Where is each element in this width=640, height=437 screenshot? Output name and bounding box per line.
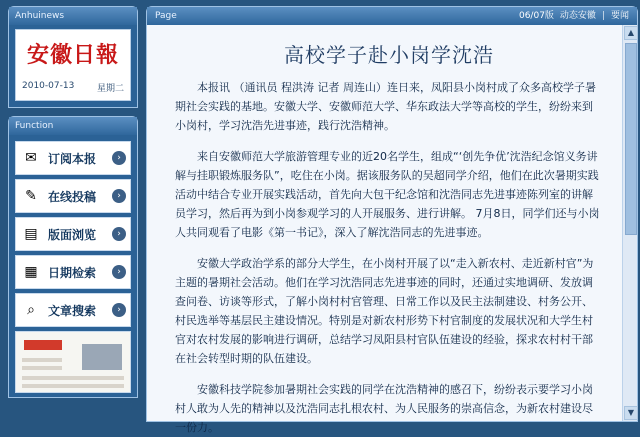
thumbnail-text-line — [22, 384, 124, 388]
search-icon: ⌕ — [27, 302, 35, 318]
chevron-right-icon: › — [112, 265, 126, 279]
pen-icon: ✎ — [25, 188, 37, 204]
brand-box — [15, 29, 131, 101]
page-thumbnail[interactable] — [15, 331, 131, 393]
calendar-icon: ▦ — [24, 264, 38, 280]
page-header-info — [519, 7, 629, 25]
article-paragraph: 来自安徽师范大学旅游管理专业的近20名学生，组成“‘创先争优’沈浩纪念馆义务讲解与挂职锻炼服务队”，吃住在小岗。据该服务队的吴超同学介绍，他们在此次暑期实践活动中结合专业开展实践活动，首先向大包干纪念馆和沈浩同志先进事迹陈列室的讲解员学习，然后再为到小岗参观学习的人开展服务、进行讲解。 7月8日，同学们还与小岗人共同观看了电影《第一书记》，深入了解沈浩同志的先进事迹。 — [175, 150, 600, 239]
menu-item-article-search[interactable] — [15, 293, 131, 327]
thumbnail-photo — [82, 344, 122, 370]
thumbnail-text-line — [22, 366, 62, 370]
chevron-right-icon: › — [112, 189, 126, 203]
scroll-thumb[interactable] — [625, 43, 637, 235]
chevron-right-icon: › — [112, 303, 126, 317]
issue-date: 2010-07-13 — [22, 81, 75, 91]
menu-item-submit[interactable] — [15, 179, 131, 213]
article-body — [147, 25, 637, 437]
brand-panel-header: Anhuinews — [9, 7, 137, 25]
function-panel — [8, 116, 138, 398]
menu-item-date-search[interactable] — [15, 255, 131, 289]
menu-item-label: 在线投稿 — [48, 189, 97, 204]
menu-item-label: 版面浏览 — [48, 227, 97, 242]
left-sidebar — [8, 6, 138, 398]
thumbnail-masthead — [24, 340, 62, 350]
dateline — [20, 81, 126, 94]
menu-item-browse-pages[interactable] — [15, 217, 131, 251]
scroll-up-button[interactable]: ▲ — [624, 26, 638, 40]
menu-item-label: 文章搜索 — [48, 303, 97, 318]
book-icon: ▤ — [24, 226, 38, 242]
article-paragraph: 安徽科技学院参加暑期社会实践的同学在沈浩精神的感召下，纷纷表示要学习小岗村人敢为人先的精神以及沈浩同志扎根农村、为人民服务的崇高信念，为新农村建设尽一份力。 — [175, 383, 593, 434]
article-paragraph: 安徽大学政治学系的部分大学生，在小岗村开展了以“走入新农村、走近新村官”为主题的暑期社会活动。他们在学习沈浩同志先进事迹的同时，还通过实地调研、发放调查问卷、访谈等形式，了解小岗村村官管理、日常工作以及民主法制建设、村务公开、村民选举等基层民主建设情况。特别是对新农村形势下村官制度的发展状况和大学生村官对农村发展的影响进行调研，总结学习凤阳县村官队伍建设的经验，探求农村村干部在社会转型时期的队伍建设。 — [175, 257, 594, 365]
page-header — [147, 7, 637, 25]
chevron-right-icon: › — [112, 151, 126, 165]
page-header-label: Page — [155, 11, 177, 21]
thumbnail-text-line — [22, 358, 62, 362]
thumbnail-text-line — [22, 376, 124, 380]
menu-item-label: 日期检索 — [48, 265, 97, 280]
scroll-down-button[interactable]: ▼ — [624, 406, 638, 420]
vertical-scrollbar[interactable] — [622, 25, 637, 421]
page-issue: 06/07版 — [518, 11, 554, 21]
news-section-link[interactable]: 要闻 — [610, 11, 629, 21]
menu-item-subscribe[interactable] — [15, 141, 131, 175]
menu-item-label: 订阅本报 — [48, 151, 97, 166]
article-page — [146, 6, 638, 434]
brand-panel — [8, 6, 138, 108]
function-panel-header: Function — [9, 117, 137, 135]
function-menu — [9, 135, 137, 397]
header-separator: | — [601, 11, 605, 21]
chevron-right-icon: › — [112, 227, 126, 241]
article-paragraph: 本报讯 （通讯员 程洪涛 记者 周连山）连日来，凤阳县小岗村成了众多高校学子暑期社会实践的基地。安徽大学、安徽师范大学、华东政法大学等高校的学生，纷纷来到小岗村，学习沈浩先进事迹，践行沈浩精神。 — [175, 81, 596, 132]
page-section: 动态安徽 — [559, 11, 596, 21]
envelope-icon: ✉ — [25, 150, 37, 166]
article-title: 高校学子赴小岗学沈浩 — [284, 43, 494, 67]
issue-weekday: 星期二 — [96, 84, 124, 94]
article-content — [147, 25, 637, 434]
newspaper-logo[interactable]: 安徽日報 — [26, 42, 119, 68]
